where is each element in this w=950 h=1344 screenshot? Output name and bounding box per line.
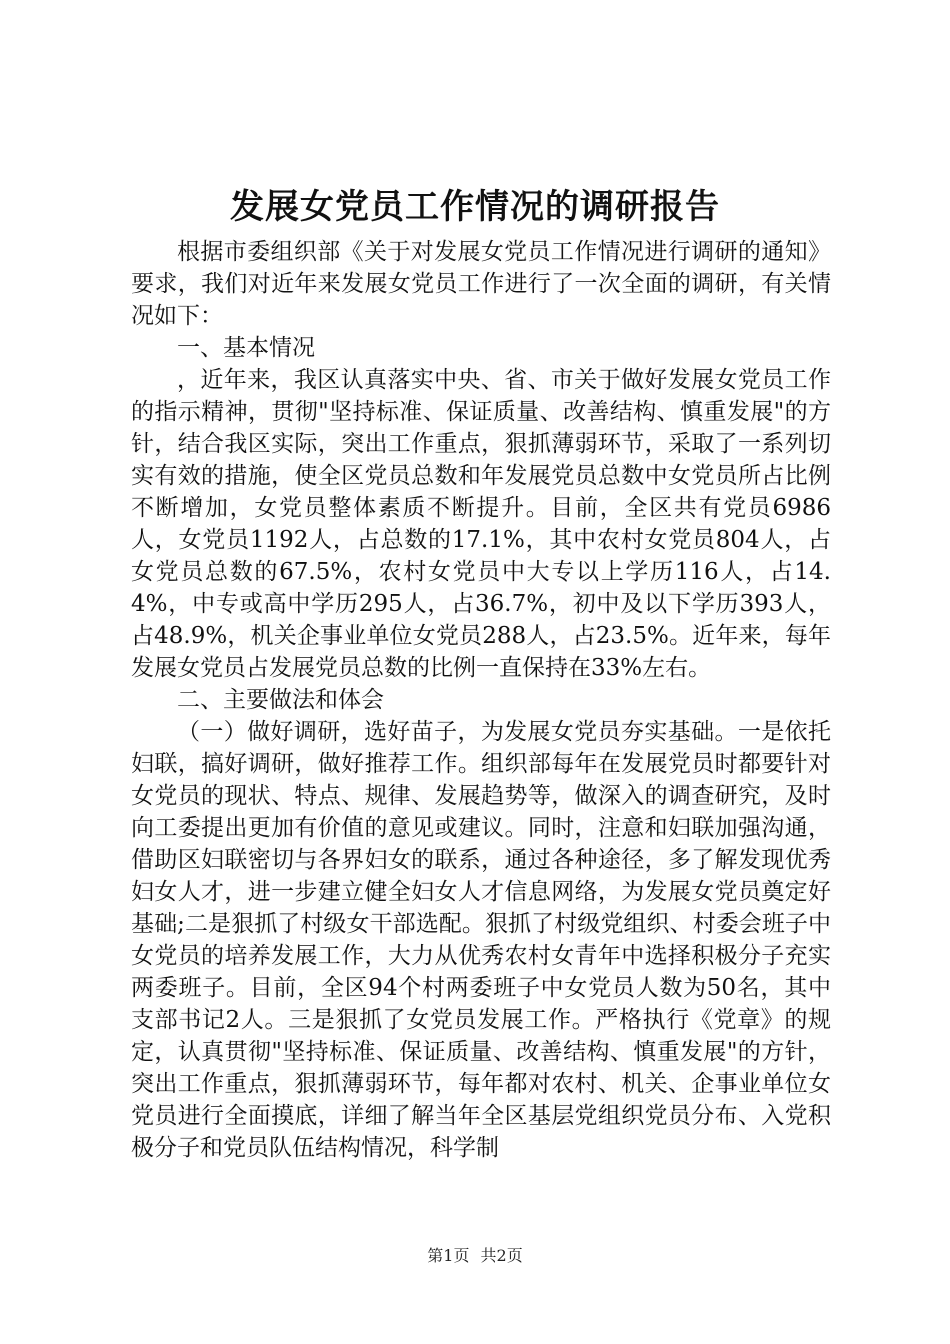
intro-paragraph: 根据市委组织部《关于对发展女党员工作情况进行调研的通知》要求，我们对近年来发展女党员工作进行了一次全面的调研，有关情况如下： bbox=[131, 239, 831, 329]
page-number: 第1页 bbox=[427, 1246, 470, 1265]
basic-info-paragraph: ，近年来，我区认真落实中央、省、市关于做好发展女党员工作的指示精神，贯彻"坚持标准、保证质量、改善结构、慎重发展"的方针，结合我区实际，突出工作重点，狠抓薄弱环节，采取了一系列切实有效的措施，使全区党员总数和年发展党员总数中女党员所占比例不断增加，女党员整体素质不断提升。目前，全区共有党员6986人，女党员1192人，占总数的17.1%，其中农村女党员804人，占女党员总数的67.5%，农村女党员中大专以上学历116人，占14.4%，中专或高中学历295人，占36.7%，初中及以下学历393人，占48.9%，机关企事业单位女党员288人，占23.5%。近年来，每年发展女党员占发展党员总数的比例一直保持在33%左右。 bbox=[131, 367, 831, 681]
document-body bbox=[131, 236, 831, 1164]
page-total: 共2页 bbox=[480, 1246, 523, 1265]
practices-paragraph: （一）做好调研，选好苗子，为发展女党员夯实基础。一是依托妇联，搞好调研，做好推荐工作。组织部每年在发展党员时都要针对女党员的现状、特点、规律、发展趋势等，做深入的调查研究，及时向工委提出更加有价值的意见或建议。同时，注意和妇联加强沟通，借助区妇联密切与各界妇女的联系，通过各种途径，多了解发现优秀妇女人才，进一步建立健全妇女人才信息网络，为发展女党员奠定好基础;二是狠抓了村级女干部选配。狠抓了村级党组织、村委会班子中女党员的培养发展工作，大力从优秀农村女青年中选择积极分子充实两委班子。目前，全区94个村两委班子中女党员人数为50名，其中支部书记2人。三是狠抓了女党员发展工作。严格执行《党章》的规定，认真贯彻"坚持标准、保证质量、改善结构、慎重发展"的方针，突出工作重点，狠抓薄弱环节，每年都对农村、机关、企事业单位女党员进行全面摸底，详细了解当年全区基层党组织党员分布、入党积极分子和党员队伍结构情况，科学制 bbox=[131, 719, 831, 1161]
document-title: 发展女党员工作情况的调研报告 bbox=[230, 187, 720, 227]
page-footer bbox=[0, 1245, 950, 1267]
section-heading-practices: 二、主要做法和体会 bbox=[177, 687, 384, 713]
section-heading-basic: 一、基本情况 bbox=[177, 335, 315, 361]
